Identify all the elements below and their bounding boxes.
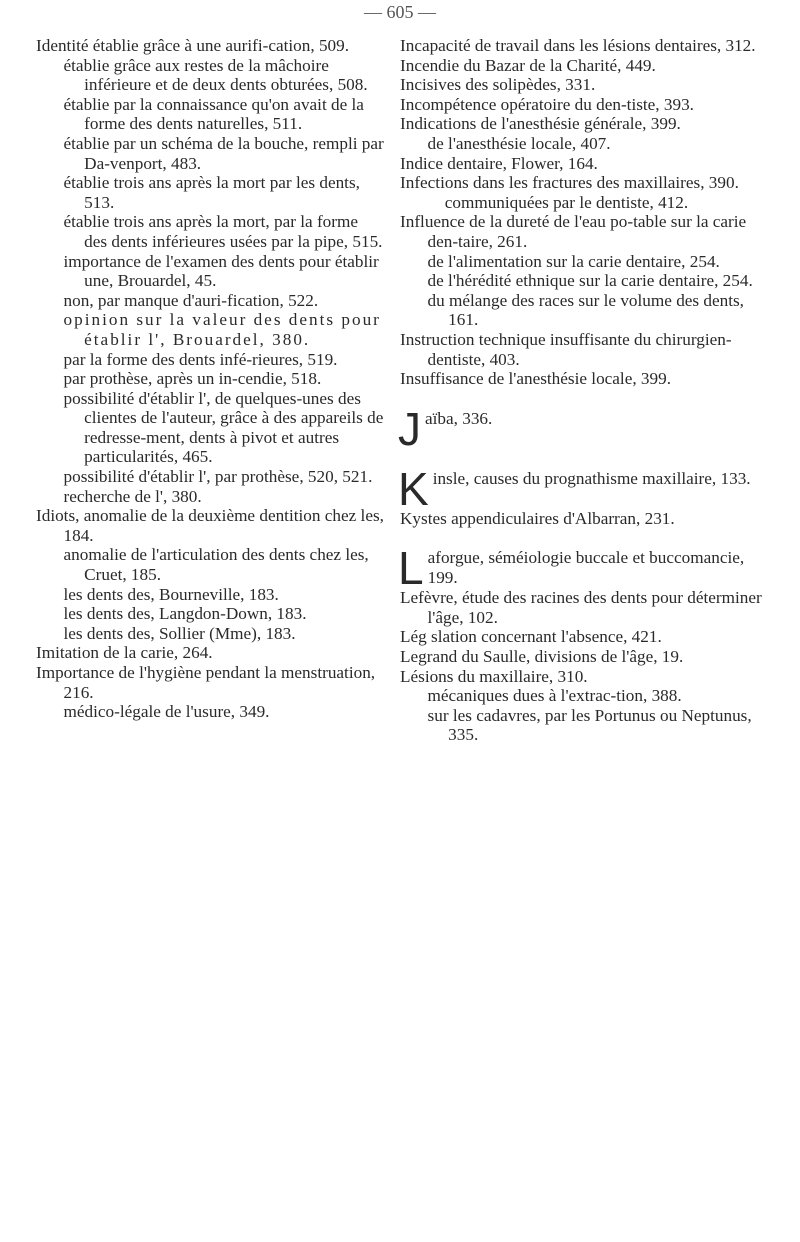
index-entry-identite xyxy=(36,36,384,506)
entry-head: Lég slation concernant l'absence, 421. xyxy=(400,627,662,647)
entry-sub: du mélange des races sur le volume des dents, 161. xyxy=(427,290,744,330)
dropcap-k: K xyxy=(398,462,429,515)
entry-sub: de l'anesthésie locale, 407. xyxy=(427,133,611,153)
entry-head: Importance de l'hygiène pendant la menstruation, 216. xyxy=(36,663,376,702)
index-entry-influence xyxy=(400,212,770,330)
entry-head: Incendie du Bazar de la Charité, 449. xyxy=(400,55,656,75)
entry-sub: établie grâce aux restes de la mâchoire inférieure et de deux dents obturées, 508. xyxy=(63,55,368,95)
entry-head: Identité établie grâce à une aurifi-cation, 509. xyxy=(36,36,350,55)
entry-sub: de l'alimentation sur la carie dentaire, 254. xyxy=(427,251,720,271)
letter-gap xyxy=(400,528,770,548)
entry-sub: anomalie de l'articulation des dents chez les, Cruet, 185. xyxy=(63,545,369,585)
entry-sub: par la forme des dents infé-rieures, 519. xyxy=(63,349,338,369)
index-entry-importance xyxy=(36,663,384,722)
entry-sub: établie par un schéma de la bouche, rempli par Da-venport, 483. xyxy=(63,133,384,173)
entry-sub: médico-légale de l'usure, 349. xyxy=(63,702,270,722)
index-entry-indications xyxy=(400,114,770,153)
entry-head: Indice dentaire, Flower, 164. xyxy=(400,153,598,173)
entry-sub: de l'hérédité ethnique sur la carie dentaire, 254. xyxy=(427,271,753,291)
index-entry-imitation xyxy=(36,643,384,663)
entry-head: Lésions du maxillaire, 310. xyxy=(400,666,588,686)
index-entry-idiots xyxy=(36,506,384,643)
entry-sub: opinion sur la valeur des dents pour établir l', Brouardel, 380. xyxy=(63,310,381,349)
entry-head: Indications de l'anesthésie générale, 399. xyxy=(400,114,681,134)
entry-head: Incisives des solipèdes, 331. xyxy=(400,75,596,95)
entry-head: Idiots, anomalie de la deuxième dentition chez les, 184. xyxy=(36,506,384,545)
entry-sub: recherche de l', 380. xyxy=(63,486,202,506)
entry-sub: établie trois ans après la mort par les dents, 513. xyxy=(63,173,360,212)
entry-head: Incapacité de travail dans les lésions dentaires, 312. xyxy=(400,36,756,55)
left-column xyxy=(36,36,384,722)
dropcap-l: L xyxy=(398,542,424,595)
entry-head: Influence de la dureté de l'eau po-table sur la carie den-taire, 261. xyxy=(400,212,747,251)
letter-gap xyxy=(400,449,770,469)
entry-sub: établie par la connaissance qu'on avait de la forme des dents naturelles, 511. xyxy=(63,94,364,134)
page-number: — 605 — xyxy=(364,2,436,22)
entry-sub: sur les cadavres, par les Portunus ou Neptunus, 335. xyxy=(427,705,752,745)
entry-head: Incompétence opératoire du den-tiste, 393. xyxy=(400,94,694,114)
index-entry-incisives xyxy=(400,75,770,95)
entry-head: Lefèvre, étude des racines des dents pour déterminer l'âge, 102. xyxy=(400,588,762,627)
entry-sub: par prothèse, après un in-cendie, 518. xyxy=(63,369,322,389)
entry-sub: possibilité d'établir l', de quelques-unes des clientes de l'auteur, grâce à des appareils de redresse-ment, dents à pivot et autres particularités, 465. xyxy=(63,388,384,467)
entry-head: aforgue, séméiologie buccale et buccomancie, 199. xyxy=(427,548,745,587)
letter-section-k xyxy=(398,462,770,529)
index-entry-insuffisance xyxy=(400,369,770,389)
index-entry-incapacite xyxy=(400,36,770,56)
right-column xyxy=(400,36,770,745)
letter-section-j xyxy=(398,402,770,455)
entry-head: Legrand du Saulle, divisions de l'âge, 19. xyxy=(400,647,684,667)
entry-sub: communiquées par le dentiste, 412. xyxy=(444,192,689,212)
entry-sub: possibilité d'établir l', par prothèse, 520, 521. xyxy=(63,467,373,487)
entry-head: Instruction technique insuffisante du chirurgien-dentiste, 403. xyxy=(400,329,732,369)
index-entry-incendie xyxy=(400,56,770,76)
entry-sub: non, par manque d'auri-fication, 522. xyxy=(63,290,319,310)
index-entry-indice xyxy=(400,154,770,174)
letter-section-l xyxy=(398,542,770,745)
letter-gap xyxy=(400,389,770,409)
entry-head: Imitation de la carie, 264. xyxy=(36,643,213,663)
entry-head: insle, causes du prognathisme maxillaire, 133. xyxy=(432,468,751,488)
entry-sub: les dents des, Sollier (Mme), 183. xyxy=(63,623,296,643)
index-entry-incompetence xyxy=(400,95,770,115)
entry-sub: établie trois ans après la mort, par la forme des dents inférieures usées par la pipe, 515. xyxy=(63,212,383,251)
entry-sub: mécaniques dues à l'extrac-tion, 388. xyxy=(427,686,682,706)
dropcap-j: J xyxy=(398,402,421,455)
entry-head: aïba, 336. xyxy=(425,408,493,428)
entry-head: Infections dans les fractures des maxillaires, 390. xyxy=(400,173,739,193)
index-entry-infections xyxy=(400,173,770,212)
entry-head: Insuffisance de l'anesthésie locale, 399. xyxy=(400,369,671,389)
index-entry-instruction xyxy=(400,330,770,369)
entry-sub: importance de l'examen des dents pour établir une, Brouardel, 45. xyxy=(63,251,379,291)
entry-head: Kystes appendiculaires d'Albarran, 231. xyxy=(400,508,675,528)
entry-sub: les dents des, Bourneville, 183. xyxy=(63,584,279,604)
entry-sub: les dents des, Langdon-Down, 183. xyxy=(63,604,307,624)
